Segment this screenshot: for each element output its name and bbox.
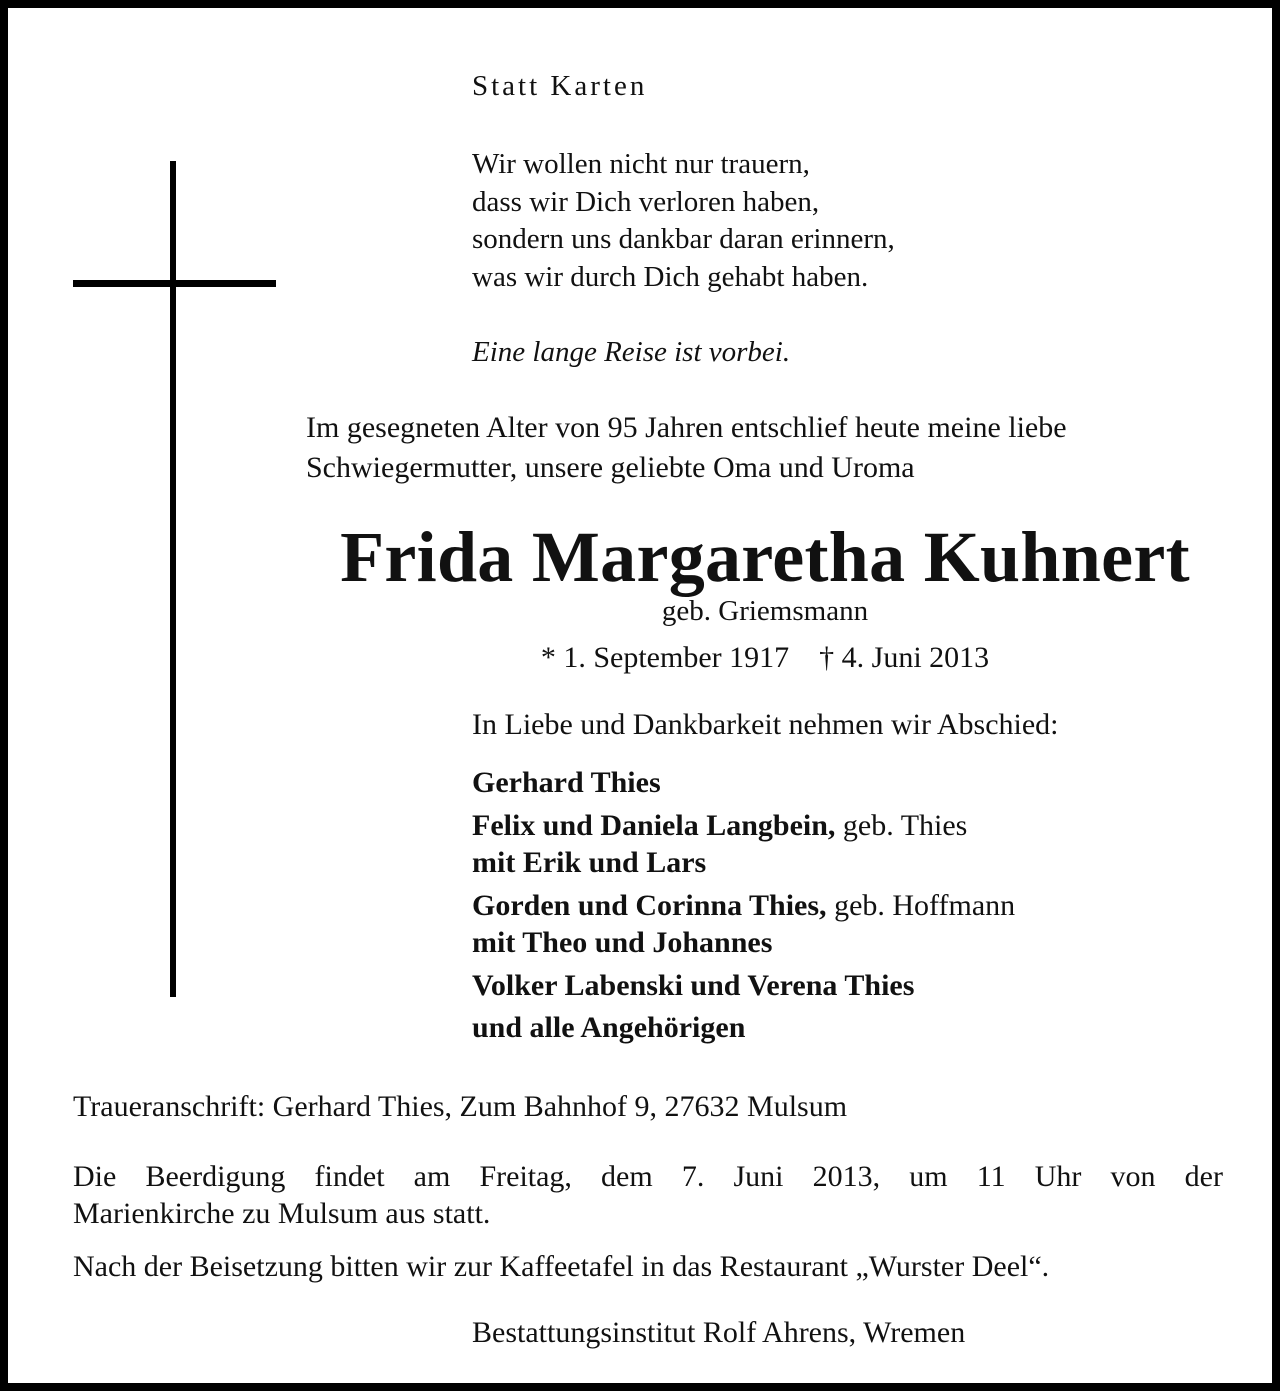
intro-line: Schwiegermutter, unsere geliebte Oma und Uroma: [306, 451, 915, 484]
poem: [472, 146, 895, 296]
life-dates: [306, 641, 1224, 675]
mourner-entry: mit Erik und Lars: [472, 846, 707, 879]
mourner-entry: Felix und Daniela Langbein, geb. Thies: [472, 808, 968, 842]
mourner-entry: Volker Labenski und Verena Thies: [472, 968, 915, 1002]
mourner-entry: Gorden und Corinna Thies, geb. Hoffmann: [472, 888, 1016, 922]
intro-line: Im gesegneten Alter von 95 Jahren entschlief heute meine liebe: [306, 411, 1067, 444]
intro-text: [306, 408, 1067, 488]
undertaker: Bestattungsinstitut Rolf Ahrens, Wremen: [472, 1316, 966, 1349]
deceased-name: Frida Margaretha Kuhnert: [340, 517, 1190, 597]
death-date: † 4. Juni 2013: [819, 641, 990, 674]
funeral-line: Die Beerdigung findet am Freitag, dem 7. Juni 2013, um 11 Uhr von der: [73, 1160, 1223, 1193]
farewell-line: In Liebe und Dankbarkeit nehmen wir Abschied:: [472, 708, 1059, 741]
maiden-name: geb. Griemsmann: [661, 595, 869, 627]
mourner-entry: Gerhard Thies: [472, 766, 661, 799]
funeral-line: Marienkirche zu Mulsum aus statt.: [73, 1197, 491, 1230]
poem-closing: Eine lange Reise ist vorbei.: [472, 336, 791, 368]
mourning-address: Traueranschrift: Gerhard Thies, Zum Bahnhof 9, 27632 Mulsum: [73, 1090, 848, 1123]
mourner-entry: mit Theo und Johannes: [472, 926, 773, 959]
statt-karten-heading: Statt Karten: [472, 70, 648, 102]
poem-line: sondern uns dankbar daran erinnern,: [472, 223, 895, 255]
poem-line: was wir durch Dich gehabt haben.: [472, 260, 869, 293]
mourners-list: [472, 764, 1015, 1047]
birth-date: * 1. September 1917: [540, 641, 790, 674]
poem-line: dass wir Dich verloren haben,: [472, 185, 820, 218]
reception-info: Nach der Beisetzung bitten wir zur Kaffeetafel in das Restaurant „Wurster Deel“.: [73, 1250, 1050, 1283]
funeral-details: [73, 1158, 1223, 1232]
mourner-entry: und alle Angehörigen: [472, 1011, 746, 1044]
cross-horizontal-bar: [73, 280, 276, 287]
poem-line: Wir wollen nicht nur trauern,: [472, 148, 810, 180]
